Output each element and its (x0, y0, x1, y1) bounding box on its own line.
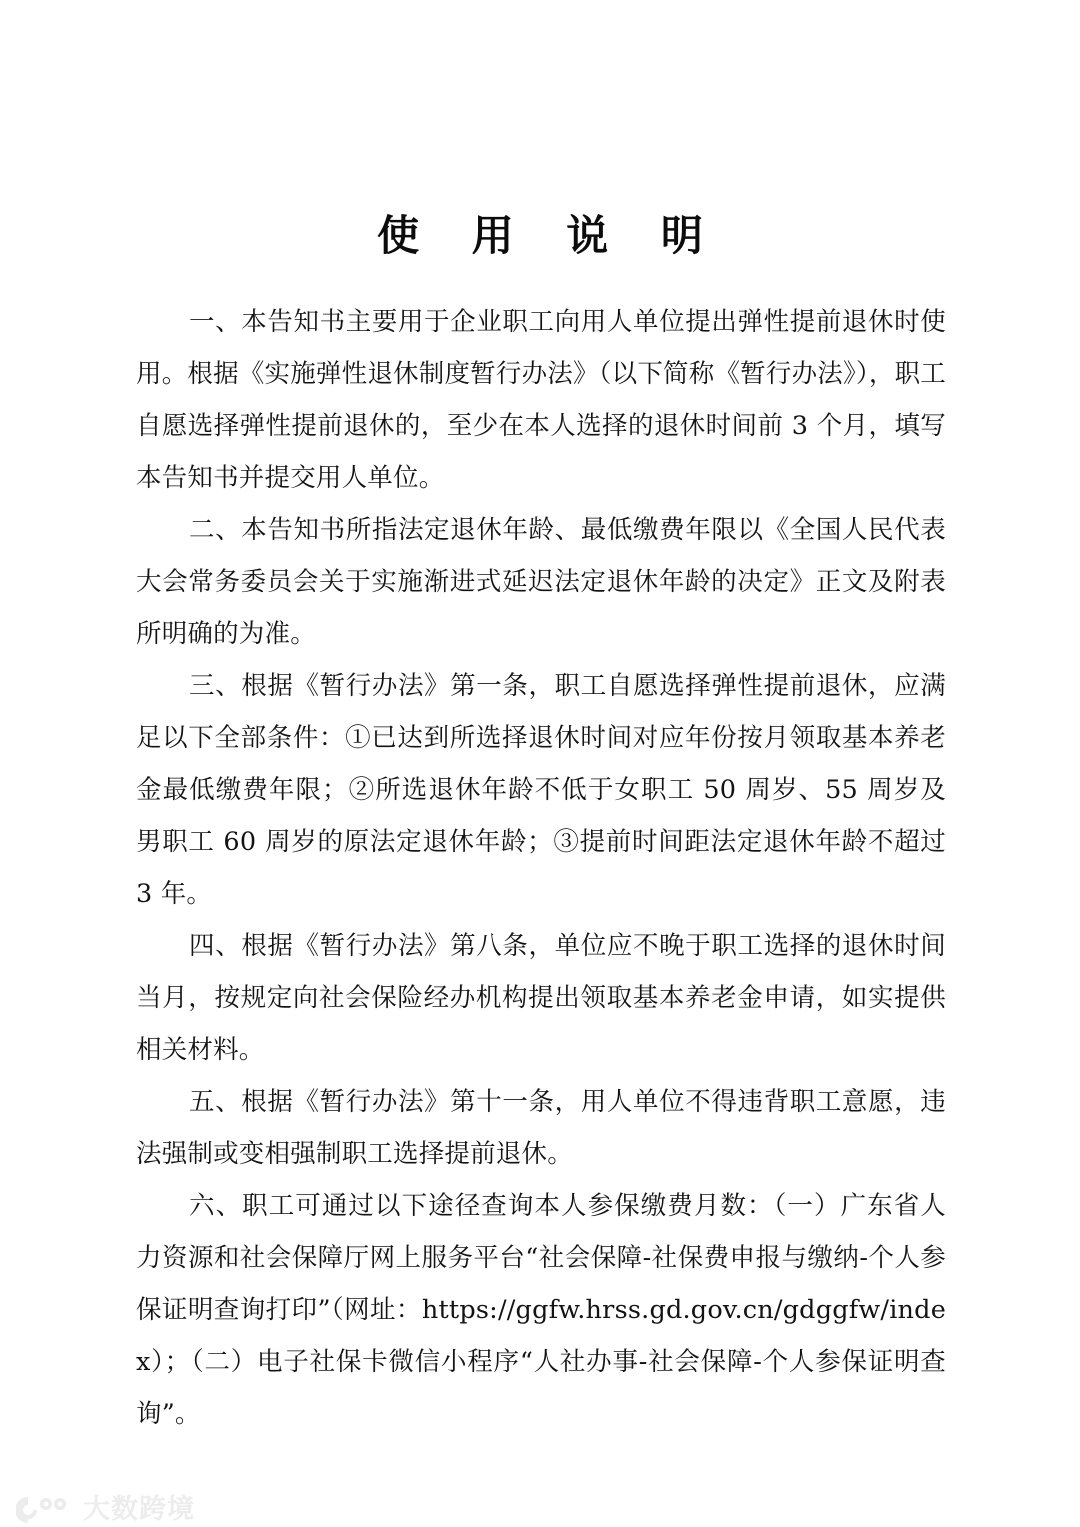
paragraph-4: 四、根据《暂行办法》第八条，单位应不晚于职工选择的退休时间当月，按规定向社会保险经办机构提出领取基本养老金申请，如实提供相关材料。 (136, 931, 946, 1065)
document-body (136, 296, 946, 1440)
paragraph-6: 六、职工可通过以下途径查询本人参保缴费月数：（一）广东省人力资源和社会保障厅网上服务平台“社会保障-社保费申报与缴纳-个人参保证明查询打印”（网址：https://ggfw.hrss.gd.gov.cn/gdggfw/index）；（二）电子社保卡微信小程序“人社办事-社会保障-个人参保证明查询”。 (136, 1191, 946, 1429)
watermark (16, 1495, 195, 1525)
paragraph-1: 一、本告知书主要用于企业职工向用人单位提出弹性提前退休时使用。根据《实施弹性退休制度暂行办法》（以下简称《暂行办法》），职工自愿选择弹性提前退休的，至少在本人选择的退休时间前 3 个月，填写本告知书并提交用人单位。 (136, 307, 946, 493)
paragraph-5: 五、根据《暂行办法》第十一条，用人单位不得违背职工意愿，违法强制或变相强制职工选择提前退休。 (136, 1087, 946, 1169)
watermark-label: 大数跨境 (83, 1494, 195, 1525)
brand-logo-icon (16, 1495, 74, 1525)
page-title: 使 用 说 明 (377, 211, 722, 261)
paragraph-2: 二、本告知书所指法定退休年龄、最低缴费年限以《全国人民代表大会常务委员会关于实施渐进式延迟法定退休年龄的决定》正文及附表所明确的为准。 (136, 515, 946, 649)
paragraph-3: 三、根据《暂行办法》第一条，职工自愿选择弹性提前退休，应满足以下全部条件：①已达到所选择退休时间对应年份按月领取基本养老金最低缴费年限；②所选退休年龄不低于女职工 50 周岁、55 周岁及男职工 60 周岁的原法定退休年龄；③提前时间距法定退休年龄不超过 3 年。 (136, 671, 946, 909)
